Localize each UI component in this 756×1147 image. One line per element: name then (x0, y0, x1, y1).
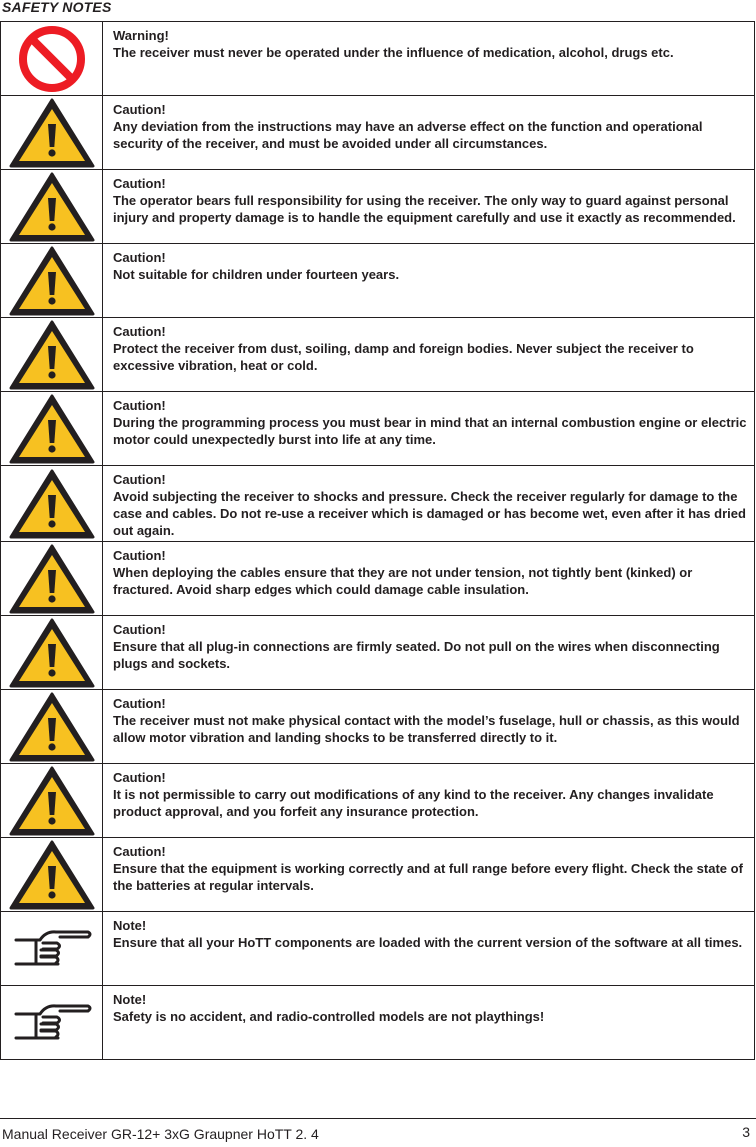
safety-note-row (1, 616, 755, 690)
note-title: Caution! (113, 548, 166, 563)
note-body: Avoid subjecting the receiver to shocks and pressure. Check the receiver regularly for damage to the case and cables. Do not re-use a receiver which is damaged or has become wet, even after it has dried out again. (113, 489, 746, 538)
page-number: 3 (742, 1124, 750, 1140)
safety-note-row (1, 466, 755, 542)
note-title: Caution! (113, 844, 166, 859)
note-body: Any deviation from the instructions may have an adverse effect on the function and operational security of the receiver, and must be avoided under all circumstances. (113, 119, 703, 151)
safety-note-row (1, 764, 755, 838)
note-icon-cell (1, 96, 103, 170)
note-icon-cell (1, 466, 103, 542)
pointing-hand-icon (1, 926, 102, 972)
note-body: Ensure that the equipment is working correctly and at full range before every flight. Check the state of the batteries at regular intervals. (113, 861, 743, 893)
warning-triangle-icon (1, 319, 102, 391)
safety-notes-table (0, 21, 755, 1060)
note-text-cell (103, 96, 755, 170)
note-body: When deploying the cables ensure that they are not under tension, not tightly bent (kinked) or fractured. Avoid sharp edges which could damage cable insulation. (113, 565, 693, 597)
note-title: Caution! (113, 472, 166, 487)
warning-triangle-icon (1, 171, 102, 243)
note-icon-cell (1, 542, 103, 616)
note-icon-cell (1, 170, 103, 244)
safety-note-row (1, 690, 755, 764)
safety-note-row (1, 22, 755, 96)
note-body: It is not permissible to carry out modifications of any kind to the receiver. Any changes invalidate product approval, and you forfeit any insurance protection. (113, 787, 714, 819)
note-body: The receiver must never be operated under the influence of medication, alcohol, drugs etc. (113, 45, 674, 60)
note-text-cell (103, 318, 755, 392)
safety-note-row (1, 96, 755, 170)
warning-triangle-icon (1, 839, 102, 911)
warning-triangle-icon (1, 393, 102, 465)
prohibition-icon (1, 24, 102, 94)
safety-note-row (1, 542, 755, 616)
note-body: Not suitable for children under fourteen years. (113, 267, 400, 282)
warning-triangle-icon (1, 691, 102, 763)
note-title: Caution! (113, 250, 166, 265)
note-text-cell (103, 22, 755, 96)
note-text-cell (103, 170, 755, 244)
note-text-cell (103, 466, 755, 542)
note-title: Warning! (113, 28, 169, 43)
note-title: Note! (113, 918, 147, 933)
note-icon-cell (1, 392, 103, 466)
warning-triangle-icon (1, 245, 102, 317)
warning-triangle-icon (1, 617, 102, 689)
safety-note-row (1, 392, 755, 466)
note-title: Caution! (113, 176, 166, 191)
warning-triangle-icon (1, 543, 102, 615)
note-title: Caution! (113, 770, 166, 785)
note-icon-cell (1, 244, 103, 318)
warning-triangle-icon (1, 97, 102, 169)
pointing-hand-icon (1, 1000, 102, 1046)
note-title: Caution! (113, 696, 166, 711)
safety-note-row (1, 244, 755, 318)
warning-triangle-icon (1, 765, 102, 837)
note-title: Caution! (113, 324, 166, 339)
note-body: The receiver must not make physical contact with the model’s fuselage, hull or chassis, as this would allow motor vibration and landing shocks to be transferred directly to it. (113, 713, 740, 745)
footer-title: Manual Receiver GR-12+ 3xG Graupner HoTT 2. 4 (2, 1126, 319, 1142)
note-body: Ensure that all plug-in connections are firmly seated. Do not pull on the wires when disconnecting plugs and sockets. (113, 639, 720, 671)
note-title: Note! (113, 992, 147, 1007)
note-icon-cell (1, 912, 103, 986)
note-icon-cell (1, 764, 103, 838)
page-title: SAFETY NOTES (2, 0, 112, 15)
note-body: Protect the receiver from dust, soiling, damp and foreign bodies. Never subject the receiver to excessive vibration, heat or cold. (113, 341, 694, 373)
note-text-cell (103, 244, 755, 318)
warning-triangle-icon (1, 468, 102, 540)
safety-note-row (1, 986, 755, 1060)
note-text-cell (103, 542, 755, 616)
footer-divider (0, 1118, 756, 1119)
note-title: Caution! (113, 622, 166, 637)
note-body: During the programming process you must bear in mind that an internal combustion engine or electric motor could unexpectedly burst into life at any time. (113, 415, 747, 447)
note-icon-cell (1, 986, 103, 1060)
note-body: The operator bears full responsibility for using the receiver. The only way to guard against personal injury and property damage is to handle the equipment carefully and use it exactly as recommended. (113, 193, 736, 225)
note-text-cell (103, 616, 755, 690)
note-icon-cell (1, 22, 103, 96)
note-body: Ensure that all your HoTT components are loaded with the current version of the software at all times. (113, 935, 743, 950)
safety-note-row (1, 912, 755, 986)
safety-note-row (1, 838, 755, 912)
note-body: Safety is no accident, and radio-controlled models are not playthings! (113, 1009, 545, 1024)
safety-note-row (1, 318, 755, 392)
note-text-cell (103, 986, 755, 1060)
note-icon-cell (1, 690, 103, 764)
note-text-cell (103, 392, 755, 466)
note-text-cell (103, 912, 755, 986)
note-text-cell (103, 690, 755, 764)
safety-note-row (1, 170, 755, 244)
note-text-cell (103, 764, 755, 838)
note-text-cell (103, 838, 755, 912)
note-icon-cell (1, 616, 103, 690)
note-title: Caution! (113, 102, 166, 117)
note-icon-cell (1, 318, 103, 392)
note-icon-cell (1, 838, 103, 912)
note-title: Caution! (113, 398, 166, 413)
